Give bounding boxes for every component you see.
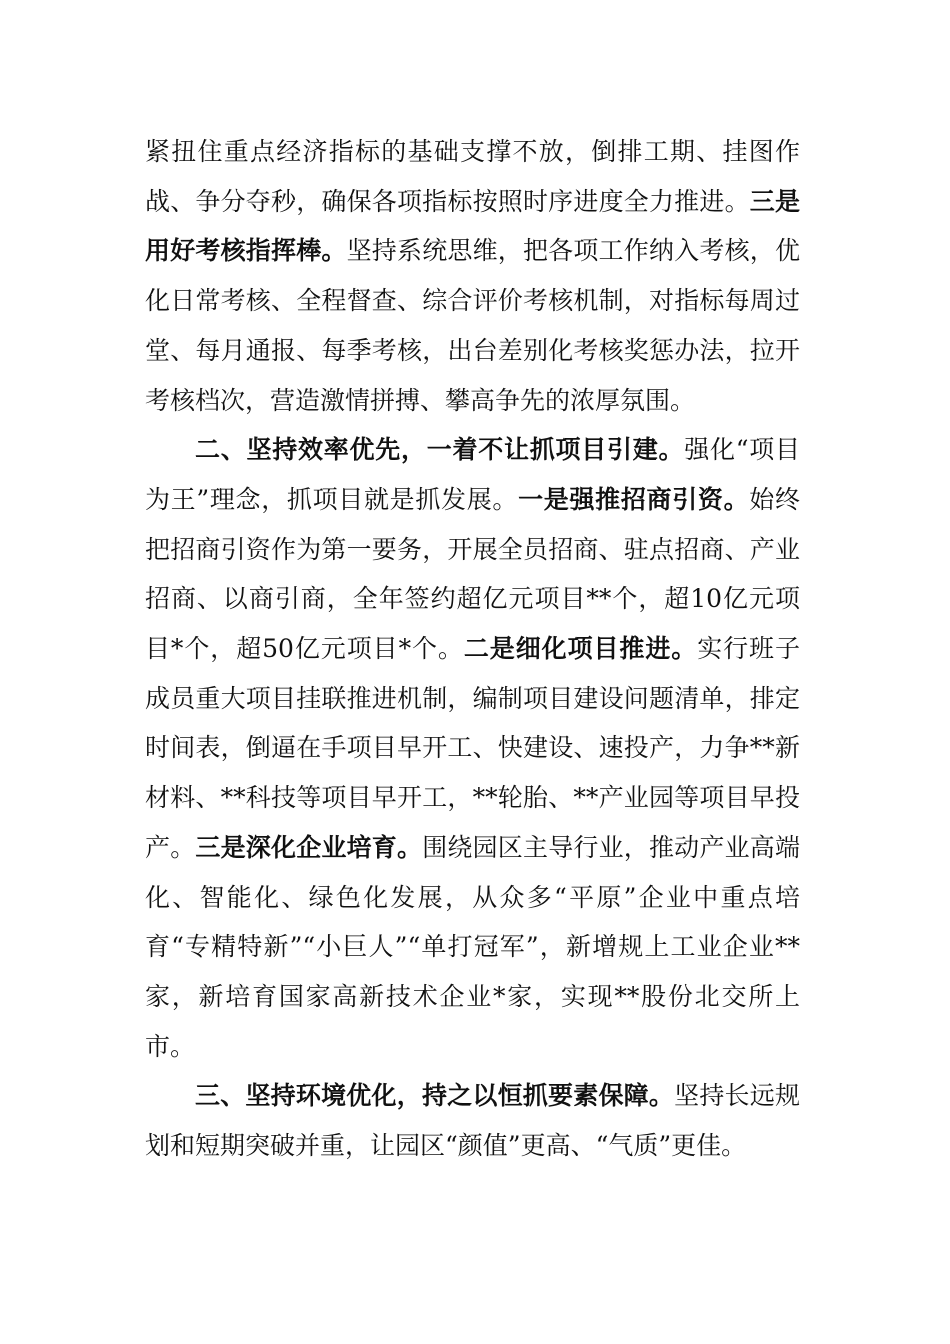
bold-heading-run: 一是强推招商引资。 (518, 484, 750, 514)
bold-heading-run: 二是细化项目推进。 (463, 634, 698, 664)
section-heading-3: 三、坚持环境优化，持之以恒抓要素保障。 (195, 1081, 675, 1111)
text-run: 围绕园区主导行业，推动产业高端化、智能化、绿色化发展，从众多“平原”企业中重点培育“专精特新”“小巨人”“单打冠军”，新增规上工业企业**家，新培育国家高新技术企业*家，实现**股份北交所上市。 (145, 832, 800, 1061)
paragraph-1 (145, 127, 800, 425)
text-run: 坚持系统思维，把各项工作纳入考核，优化日常考核、全程督查、综合评价考核机制，对指标每周过堂、每月通报、每季考核，出台差别化考核奖惩办法，拉开考核档次，营造激情拼搏、攀高争先的浓厚氛围。 (145, 236, 800, 415)
document-body (145, 127, 800, 1171)
bold-heading-run: 三是深化企业培育。 (195, 832, 423, 862)
text-run: 强化“项目为王”理念，抓项目就是抓发展。 (145, 435, 800, 514)
text-run: 实行班子成员重大项目挂联推进机制，编制项目建设问题清单，排定时间表，倒逼在手项目早开工、快建设、速投产，力争**新材料、**科技等项目早开工，**轮胎、**产业园等项目早投产。 (145, 634, 800, 862)
text-run: 始终把招商引资作为第一要务，开展全员招商、驻点招商、产业招商、以商引商，全年签约超亿元项目**个，超10亿元项目*个，超50亿元项目*个。 (145, 484, 800, 664)
section-heading-2: 二、坚持效率优先，一着不让抓项目引建。 (195, 435, 685, 465)
paragraph-2 (145, 425, 800, 1071)
paragraph-3 (145, 1071, 800, 1170)
text-run: 紧扭住重点经济指标的基础支撑不放，倒排工期、挂图作战、争分夺秒，确保各项指标按照时序进度全力推进。 (145, 137, 800, 216)
bold-heading-run: 三是用好考核指挥棒。 (145, 186, 800, 266)
text-run: 坚持长远规划和短期突破并重，让园区“颜值”更高、“气质”更佳。 (145, 1081, 800, 1161)
